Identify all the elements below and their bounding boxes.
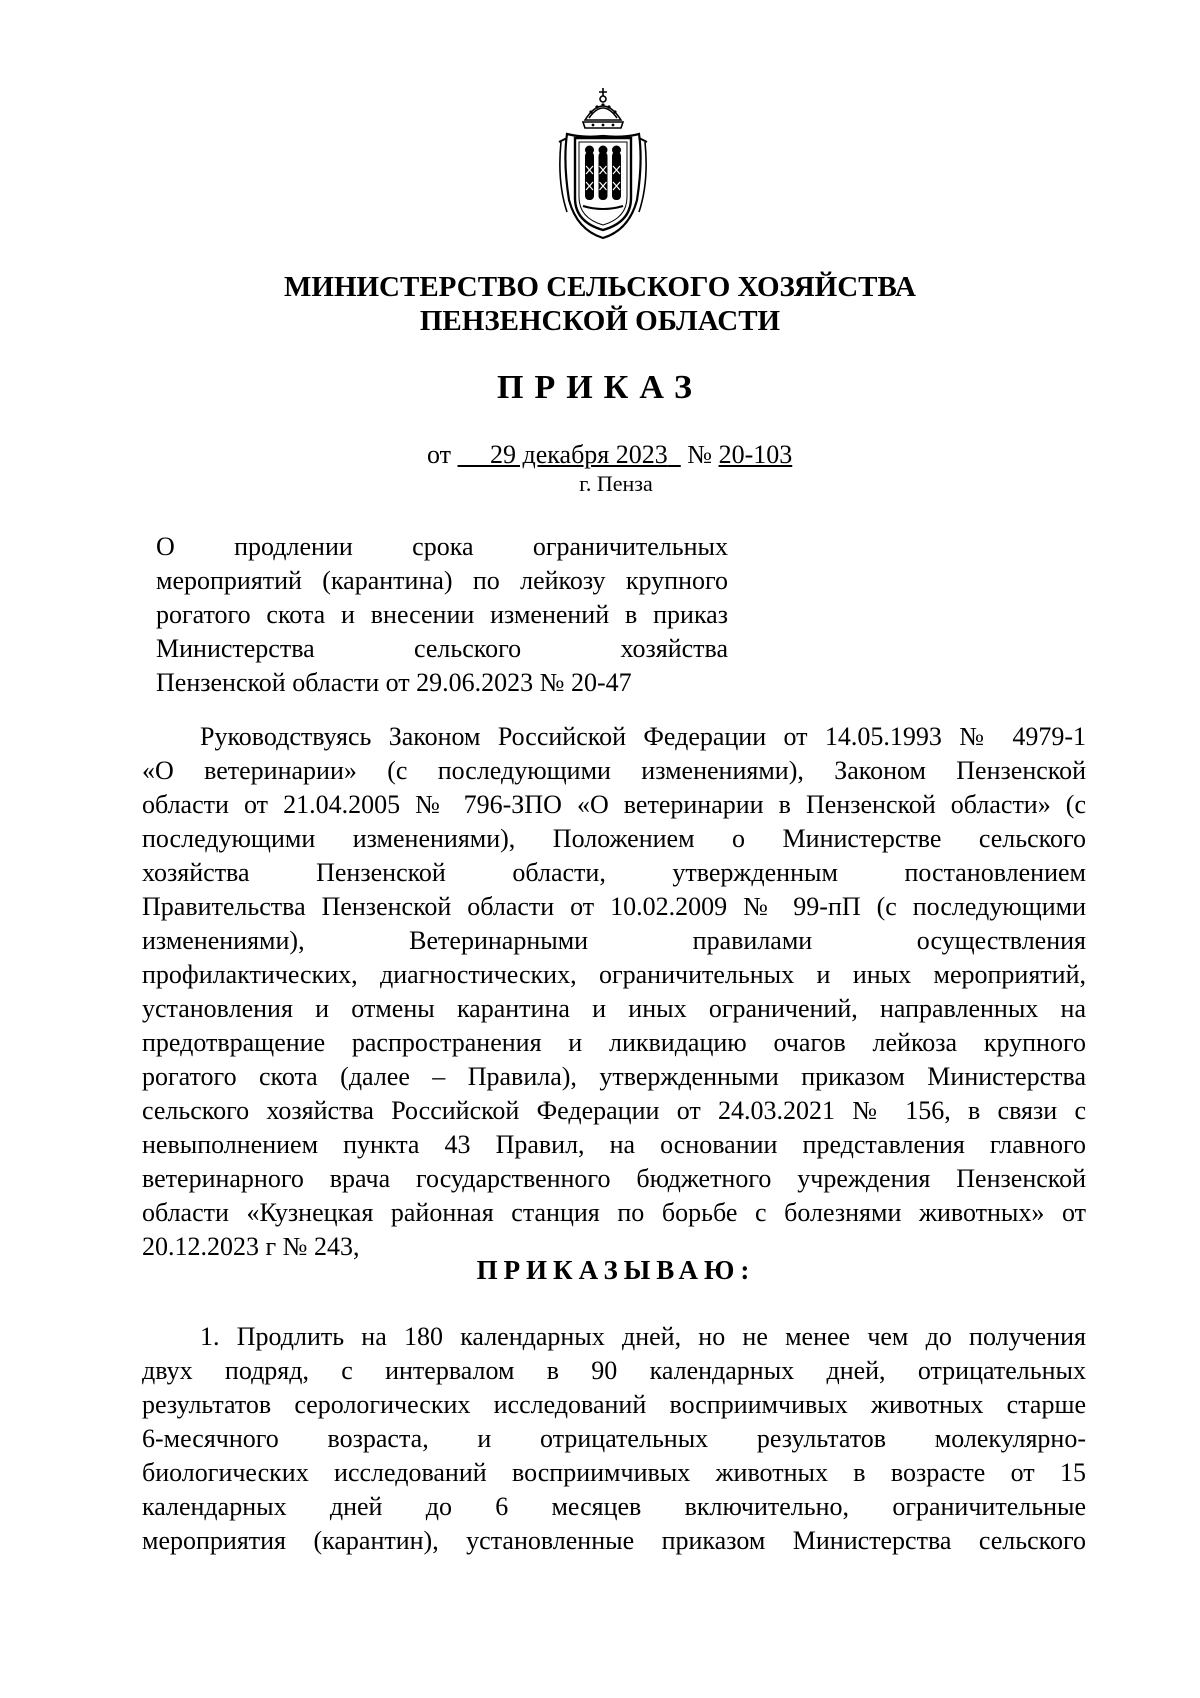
- preamble-line: невыполнением пункта 43 Правил, на основании представления главного: [142, 1130, 1086, 1159]
- preamble-line: области «Кузнецкая районная станция по борьбе с болезнями животных» от: [142, 1198, 1086, 1227]
- preamble-line: установления и отмены карантина и иных ограничений, направленных на: [142, 994, 1086, 1023]
- order-item-1: [142, 1320, 1086, 1558]
- preamble-line: последующими изменениями), Положением о Министерстве сельского: [142, 824, 1086, 853]
- document-title: ПРИКАЗ: [497, 369, 703, 406]
- preamble-line: области от 21.04.2005 № 796-ЗПО «О ветеринарии в Пензенской области» (с: [142, 790, 1086, 819]
- ministry-name: [0, 270, 1200, 338]
- preamble-line: Правительства Пензенской области от 10.02.2009 № 99-пП (с последующими: [142, 892, 1086, 921]
- item-line: мероприятия (карантин), установленные приказом Министерства сельского: [142, 1526, 1086, 1555]
- preamble-line: Руководствуясь Законом Российской Федерации от 14.05.1993 № 4979-1: [200, 722, 1086, 751]
- item-line: календарных дней до 6 месяцев включительно, ограничительные: [142, 1492, 1086, 1521]
- subject-line: Министерства сельского хозяйства: [156, 634, 728, 663]
- item-line: биологических исследований восприимчивых животных в возрасте от 15: [142, 1458, 1086, 1487]
- city: г. Пенза: [579, 471, 653, 496]
- order-subject: [156, 530, 728, 700]
- preamble-line: профилактических, диагностических, ограничительных и иных мероприятий,: [142, 960, 1086, 989]
- preamble-line: рогатого скота (далее – Правила), утвержденными приказом Министерства: [142, 1062, 1086, 1091]
- order-date: 29 декабря 2023: [490, 440, 668, 469]
- ministry-name-line1: МИНИСТЕРСТВО СЕЛЬСКОГО ХОЗЯЙСТВА: [284, 271, 916, 303]
- number-label: №: [687, 440, 713, 469]
- preamble-line: изменениями), Ветеринарными правилами осуществления: [142, 926, 1086, 955]
- item-line: 6-месячного возраста, и отрицательных результатов молекулярно-: [142, 1424, 1086, 1453]
- subject-line: мероприятий (карантина) по лейкозу крупного: [156, 566, 728, 595]
- preamble: [142, 720, 1086, 1264]
- item-line: 1. Продлить на 180 календарных дней, но не менее чем до получения: [200, 1322, 1086, 1351]
- preamble-line: сельского хозяйства Российской Федерации от 24.03.2021 № 156, в связи с: [142, 1096, 1086, 1125]
- subject-line: Пензенской области от 29.06.2023 № 20-47: [156, 668, 632, 697]
- preamble-line: хозяйства Пензенской области, утвержденным постановлением: [142, 858, 1086, 887]
- preamble-line: 20.12.2023 г № 243,: [142, 1232, 360, 1261]
- coat-of-arms-icon: [553, 82, 653, 242]
- order-requisites: [427, 440, 792, 470]
- subject-line: рогатого скота и внесении изменений в приказ: [156, 600, 728, 629]
- ministry-name-line2: ПЕНЗЕНСКОЙ ОБЛАСТИ: [419, 305, 781, 337]
- preamble-line: предотвращение распространения и ликвидацию очагов лейкоза крупного: [142, 1028, 1086, 1057]
- preamble-line: ветеринарного врача государственного бюджетного учреждения Пензенской: [142, 1164, 1086, 1193]
- from-label: от: [427, 440, 452, 469]
- item-line: результатов серологических исследований восприимчивых животных старше: [142, 1390, 1086, 1419]
- order-number: 20-103: [718, 440, 793, 469]
- order-word: ПРИКАЗЫВАЮ:: [476, 1255, 756, 1285]
- subject-line: О продлении срока ограничительных: [156, 532, 728, 561]
- preamble-line: «О ветеринарии» (с последующими изменениями), Законом Пензенской: [142, 756, 1086, 785]
- item-line: двух подряд, с интервалом в 90 календарных дней, отрицательных: [142, 1356, 1086, 1385]
